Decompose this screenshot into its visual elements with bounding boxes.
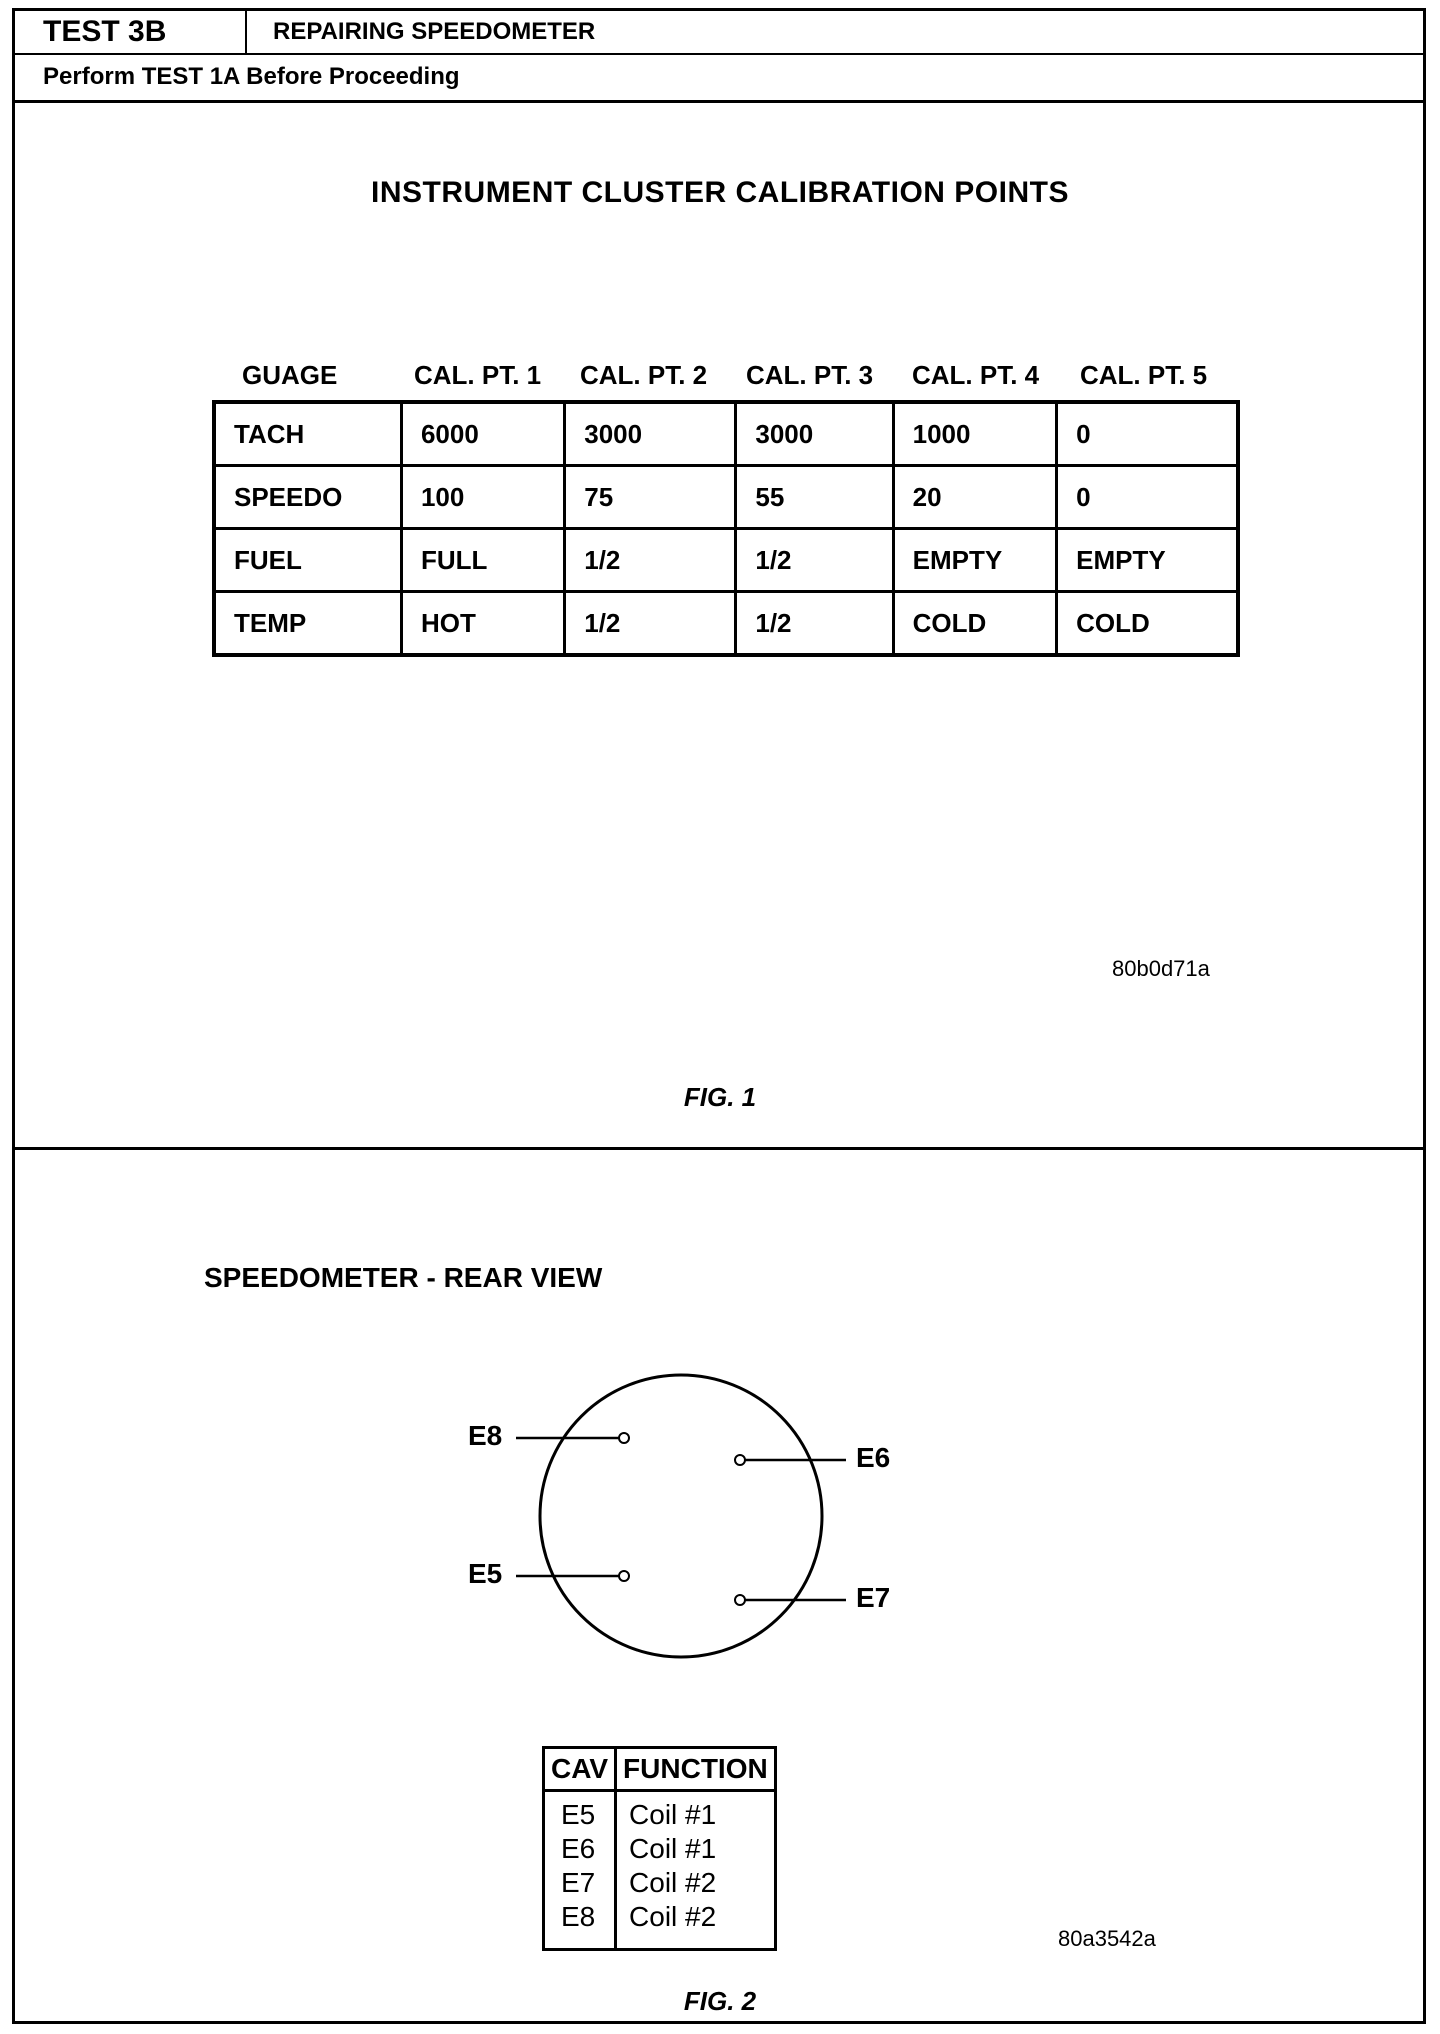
e5-terminal (619, 1571, 629, 1581)
e6-terminal (735, 1455, 745, 1465)
table-cell: 55 (736, 466, 893, 529)
cavity-function-table (542, 1746, 777, 1951)
cav-header: CAV (544, 1748, 616, 1791)
cav-cell: E8 (544, 1900, 616, 1950)
table-cell: FUEL (214, 529, 401, 592)
table-cell: TEMP (214, 592, 401, 656)
table-cell: 20 (893, 466, 1057, 529)
cav-cell: E5 (544, 1791, 616, 1833)
function-header: FUNCTION (616, 1748, 776, 1791)
terminal-label-e6: E6 (856, 1442, 891, 1473)
column-header: CAL. PT. 4 (912, 360, 1040, 390)
table-row (544, 1900, 776, 1950)
table-cell: EMPTY (1057, 529, 1238, 592)
terminal-label-e5: E5 (468, 1558, 503, 1589)
table-header-row (544, 1748, 776, 1791)
table-cell: 0 (1057, 402, 1238, 466)
column-header: CAL. PT. 5 (1080, 360, 1208, 390)
terminal-label-e8: E8 (468, 1420, 503, 1451)
test-title: REPAIRING SPEEDOMETER (273, 18, 596, 45)
table-cell: 6000 (401, 402, 564, 466)
function-cell: Coil #2 (629, 1901, 717, 1932)
test-id: TEST 3B (15, 11, 247, 53)
table-cell: SPEEDO (214, 466, 401, 529)
table-cell: 3000 (565, 402, 736, 466)
function-cell: Coil #2 (629, 1867, 717, 1898)
figure1-title: INSTRUMENT CLUSTER CALIBRATION POINTS (371, 176, 1069, 209)
table-cell: COLD (1057, 592, 1238, 656)
figure1-code: 80b0d71a (1112, 956, 1210, 981)
table-cell: 100 (401, 466, 564, 529)
function-cell: Coil #1 (629, 1833, 717, 1864)
table-row (544, 1832, 776, 1866)
column-header: CAL. PT. 3 (746, 360, 874, 390)
column-header: CAL. PT. 2 (580, 360, 708, 390)
table-row (544, 1866, 776, 1900)
figure2-title: SPEEDOMETER - REAR VIEW (204, 1262, 603, 1293)
table-cell: COLD (893, 592, 1057, 656)
column-header: GUAGE (242, 360, 338, 390)
e7-terminal (735, 1595, 745, 1605)
table-cell: FULL (401, 529, 564, 592)
table-cell: 1/2 (565, 592, 736, 656)
table-cell: 1/2 (736, 592, 893, 656)
column-header: CAL. PT. 1 (414, 360, 542, 390)
table-cell: 1/2 (565, 529, 736, 592)
table-cell: 75 (565, 466, 736, 529)
terminal-label-e7: E7 (856, 1582, 891, 1613)
table-cell: HOT (401, 592, 564, 656)
speedometer-outline (540, 1375, 822, 1657)
table-cell: 1/2 (736, 529, 893, 592)
table-row (544, 1791, 776, 1833)
prerequisite-note: Perform TEST 1A Before Proceeding (15, 55, 1423, 103)
figure1-label: FIG. 1 (683, 1082, 757, 1112)
table-cell: 3000 (736, 402, 893, 466)
table-cell: EMPTY (893, 529, 1057, 592)
e8-terminal (619, 1433, 629, 1443)
figure2-code: 80a3542a (1058, 1926, 1156, 1951)
cav-cell: E7 (544, 1866, 616, 1900)
table-cell: 0 (1057, 466, 1238, 529)
cav-cell: E6 (544, 1832, 616, 1866)
table-cell: 1000 (893, 402, 1057, 466)
table-cell: TACH (214, 402, 401, 466)
function-cell: Coil #1 (629, 1799, 717, 1830)
figure2-label: FIG. 2 (683, 1986, 757, 2016)
